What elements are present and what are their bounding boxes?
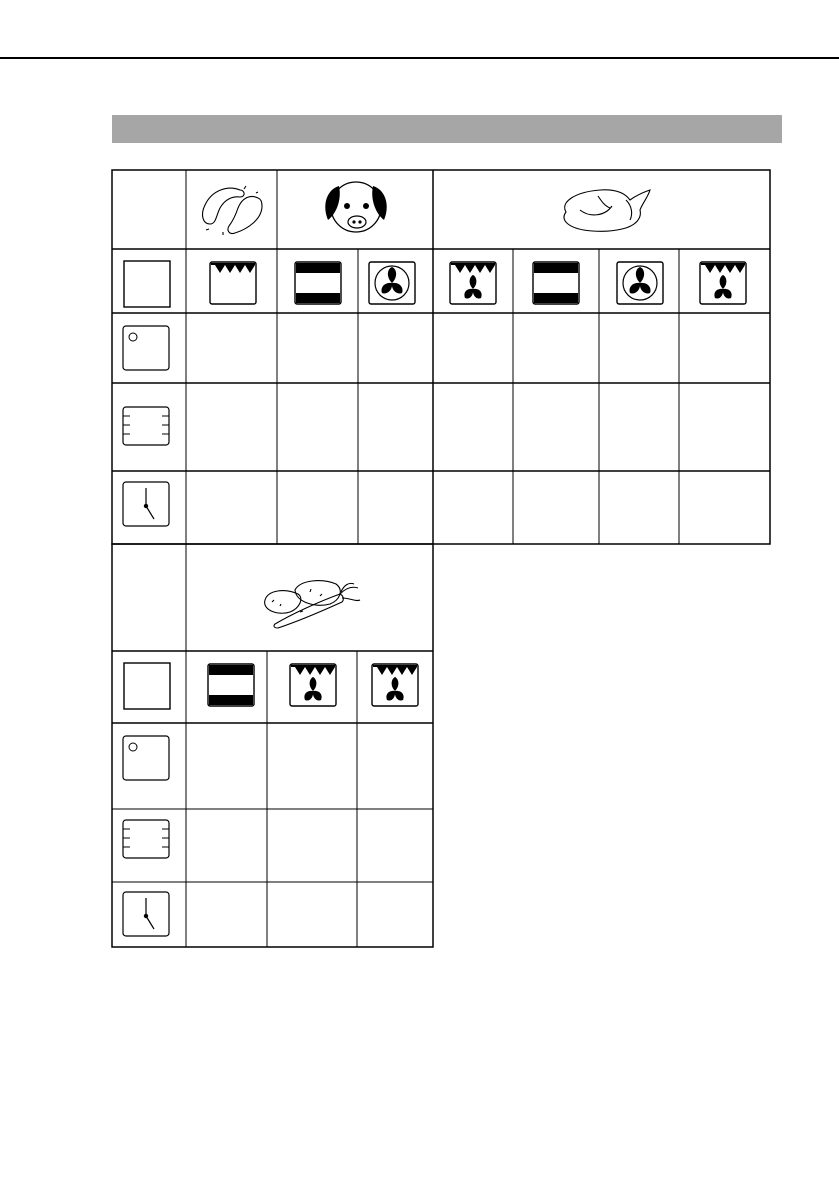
roast-chicken-icon [564,190,650,231]
vegetables-icon [265,581,360,628]
mode-icon [124,261,170,307]
pig-head-icon [325,182,386,232]
shelf-level-icon [123,820,169,858]
temperature-icon [123,736,169,780]
temperature-icon [123,326,169,370]
fan-grill-icon [372,664,418,706]
hot-air-fan-icon [369,262,415,304]
cooking-time-icon [123,482,169,526]
fan-grill-icon [700,262,746,304]
sausages-icon [203,186,262,235]
oven-settings-table-1 [112,170,770,544]
hot-air-fan-icon [617,262,663,304]
top-bottom-heat-icon [533,262,579,304]
fan-grill-icon [450,262,496,304]
shelf-level-icon [123,407,169,445]
top-bottom-heat-icon [295,262,341,304]
top-heat-icon [210,262,256,304]
top-bottom-heat-icon [208,664,254,706]
fan-grill-icon [290,664,336,706]
cooking-time-icon [123,892,169,936]
mode-icon [124,663,170,709]
